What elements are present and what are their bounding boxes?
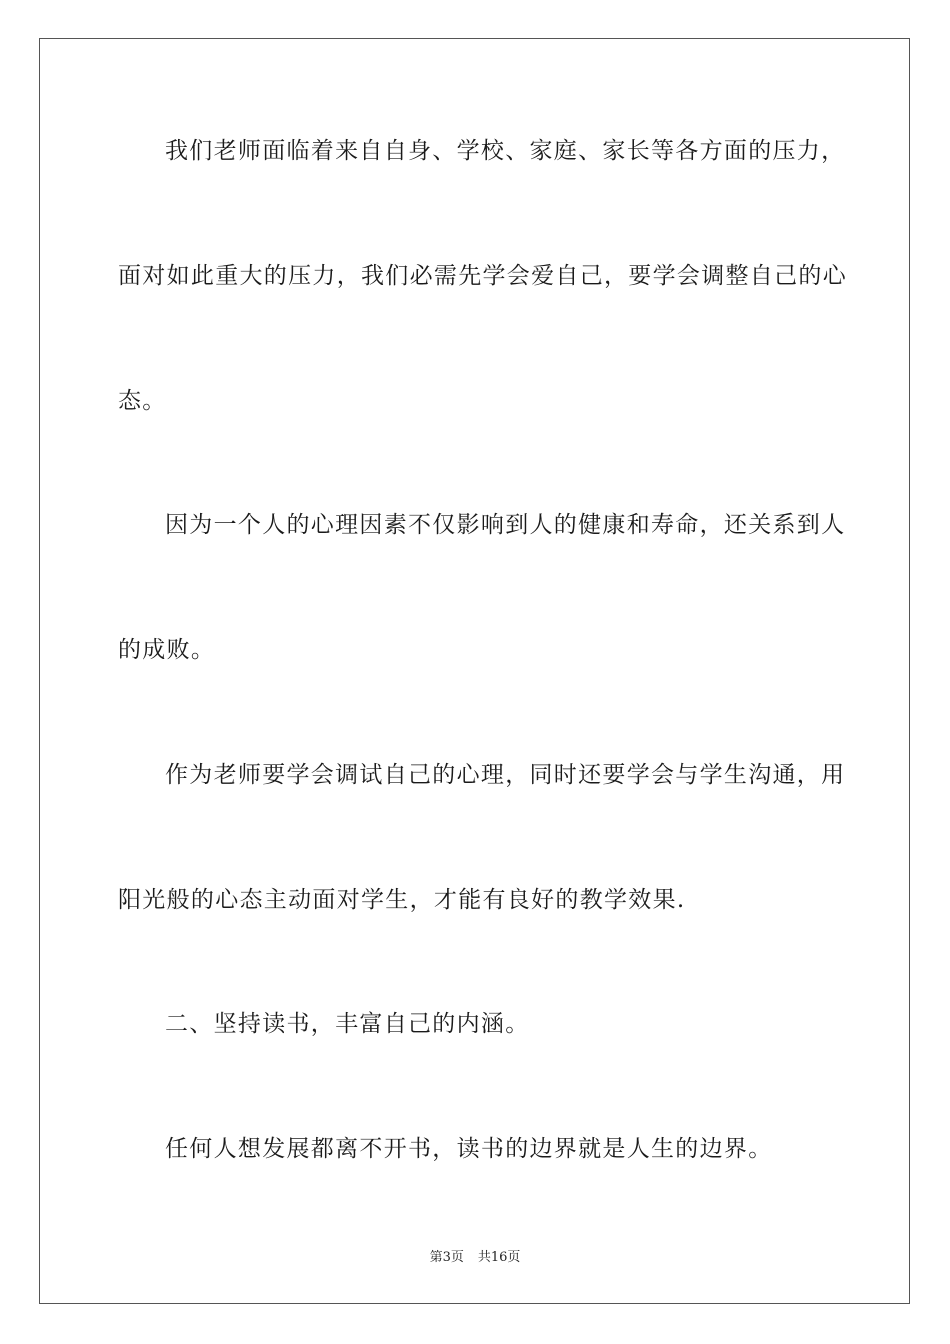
paragraph-line: 作为老师要学会调试自己的心理，同时还要学会与学生沟通，用 <box>165 762 846 788</box>
paragraph-line: 阳光般的心态主动面对学生，才能有良好的教学效果. <box>118 887 686 913</box>
total-pages-label: 共16页 <box>477 1250 521 1265</box>
paragraph-line: 的成败。 <box>118 637 216 663</box>
current-page-label: 第3页 <box>429 1250 464 1265</box>
paragraph-line: 态。 <box>118 388 167 414</box>
paragraph-line: 面对如此重大的压力，我们必需先学会爱自己，要学会调整自己的心 <box>118 263 847 289</box>
paragraph-line: 任何人想发展都离不开书，读书的边界就是人生的边界。 <box>165 1136 773 1162</box>
paragraph-line: 我们老师面临着来自自身、学校、家庭、家长等各方面的压力， <box>165 138 846 164</box>
page-footer <box>0 1246 950 1265</box>
paragraph-line: 因为一个人的心理因素不仅影响到人的健康和寿命，还关系到人 <box>165 512 846 538</box>
section-heading: 二、坚持读书，丰富自己的内涵。 <box>165 1011 530 1037</box>
page-frame <box>39 38 910 1304</box>
